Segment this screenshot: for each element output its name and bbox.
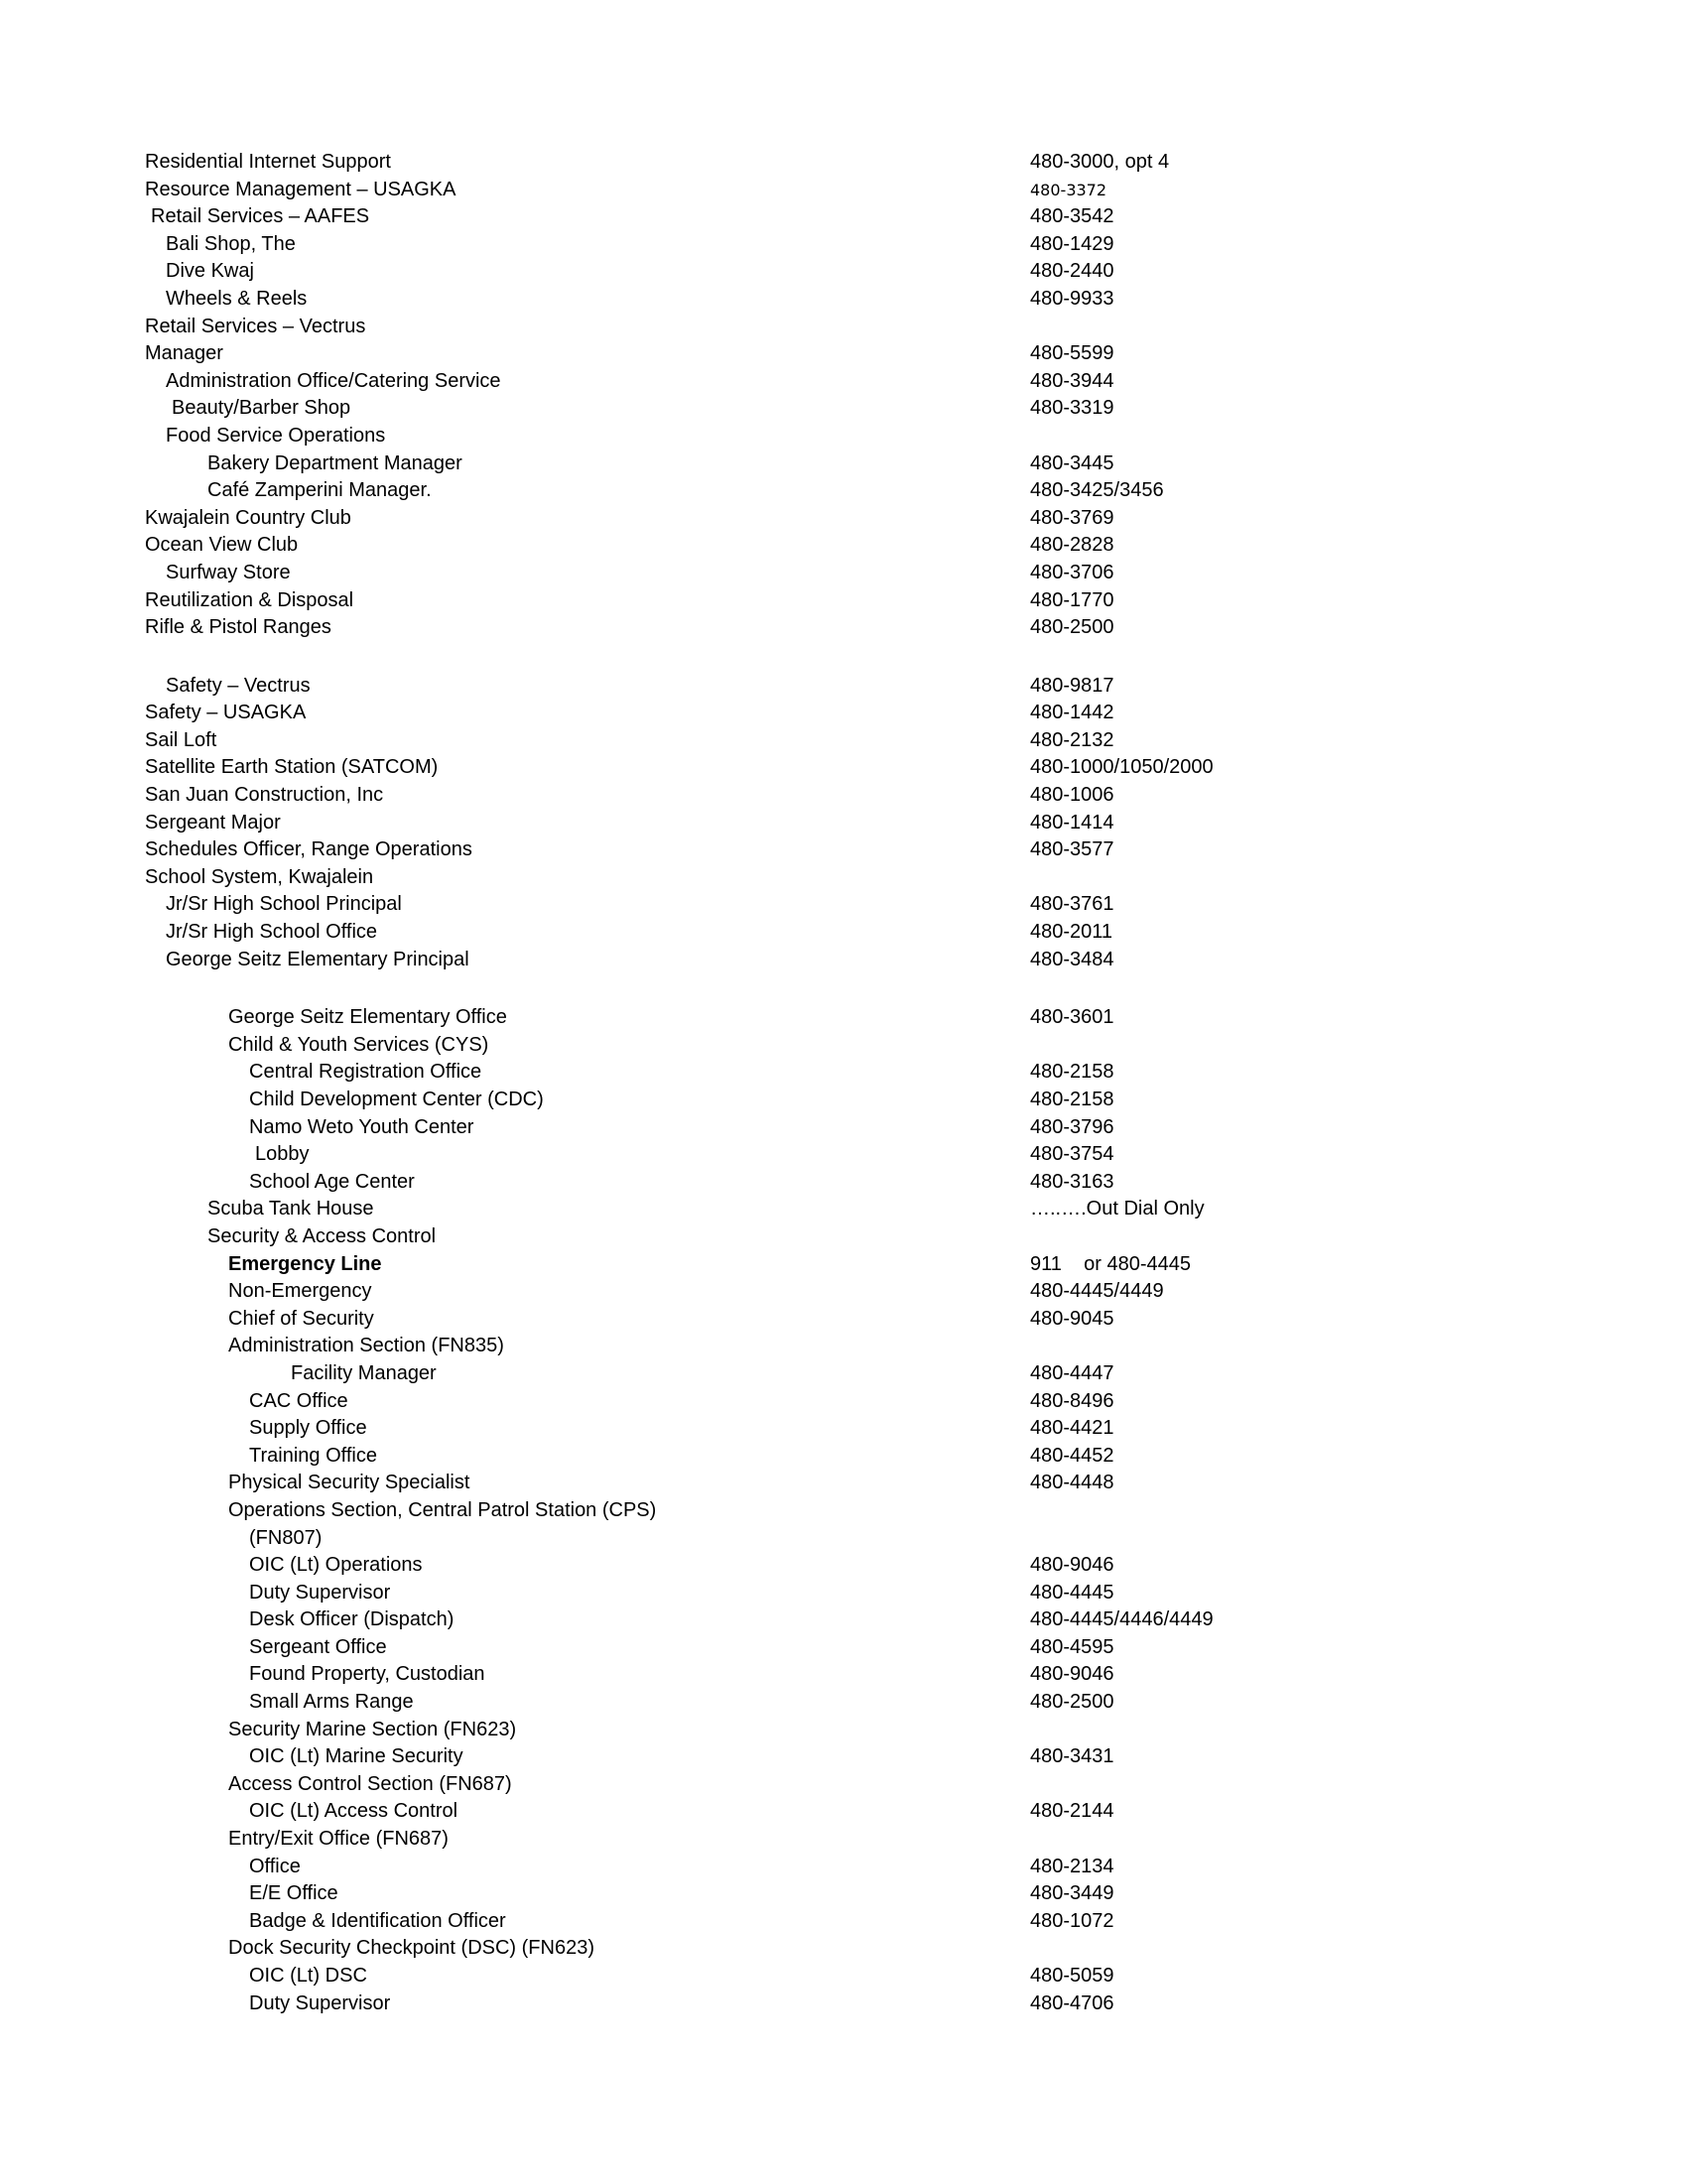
directory-entry [145,423,1336,450]
directory-entry [145,727,1336,755]
entry-name: Desk Officer (Dispatch) [249,1608,454,1631]
entry-name: Security Marine Section (FN623) [228,1718,517,1740]
directory-entry [145,1798,1336,1826]
entry-phone: 480-3319 [1030,397,1114,420]
entry-phone: 480-1414 [1030,811,1114,834]
entry-name: Sergeant Office [249,1635,387,1658]
entry-phone: 480-3484 [1030,948,1114,970]
directory-entry [145,1661,1336,1689]
entry-name: Jr/Sr High School Office [166,921,378,944]
entry-name: Chief of Security [228,1307,374,1330]
entry-name: Wheels & Reels [166,287,308,310]
entry-name: Dive Kwaj [166,260,254,283]
entry-name: Café Zamperini Manager. [207,479,432,502]
entry-phone: 480-4445/4449 [1030,1280,1164,1303]
entry-phone: 480-1429 [1030,232,1114,255]
entry-name: Retail Services – AAFES [151,205,370,228]
entry-name: Security & Access Control [207,1224,437,1247]
entry-name: Office [249,1855,301,1877]
entry-name: Emergency Line [228,1252,382,1275]
directory-entry [145,1415,1336,1443]
entry-name: E/E Office [249,1882,338,1905]
directory-entry [145,340,1336,368]
directory-entry [145,368,1336,396]
entry-name: Entry/Exit Office (FN687) [228,1828,449,1851]
directory-entry [145,891,1336,919]
entry-name: Found Property, Custodian [249,1663,485,1686]
entry-name: Supply Office [249,1417,367,1440]
entry-name: George Seitz Elementary Office [228,1006,507,1029]
directory-entry [145,1880,1336,1908]
entry-phone: 480-2440 [1030,260,1114,283]
entry-phone: 480-9045 [1030,1307,1114,1330]
directory-entry [145,450,1336,478]
entry-name: Food Service Operations [166,424,386,447]
directory-entry [145,864,1336,892]
directory-entry [145,1854,1336,1881]
entry-phone: 480-5059 [1030,1965,1114,1987]
directory-entry [145,532,1336,560]
entry-name: Scuba Tank House [207,1198,374,1220]
entry-phone: 480-2500 [1030,616,1114,639]
directory-entry [145,1196,1336,1223]
entry-name: CAC Office [249,1389,348,1412]
entry-phone: 480-2158 [1030,1089,1114,1110]
entry-name: Kwajalein Country Club [145,506,351,529]
directory-entry [145,614,1336,642]
entry-name: Satellite Earth Station (SATCOM) [145,756,439,779]
directory-entry [145,286,1336,314]
directory-entry [145,1059,1336,1087]
directory-entry [145,782,1336,810]
entry-phone: 480-9933 [1030,287,1114,310]
entry-phone: 480-4445 [1030,1581,1114,1604]
entry-name: Badge & Identification Officer [249,1909,506,1932]
directory-entry [145,203,1336,231]
directory-entry [145,258,1336,286]
entry-name: Sail Loft [145,728,217,751]
directory-entry [145,1470,1336,1497]
entry-name: School System, Kwajalein [145,865,374,888]
directory-entry [145,700,1336,727]
directory-entry [145,1963,1336,1991]
entry-name: Schedules Officer, Range Operations [145,838,472,861]
directory-entry [145,1606,1336,1634]
entry-phone: 480-3601 [1030,1006,1114,1029]
directory-entry [145,1771,1336,1799]
entry-phone: 480-5599 [1030,342,1114,365]
entry-phone: 480-2500 [1030,1691,1114,1714]
directory-entry [145,560,1336,587]
entry-phone: 480-3445 [1030,451,1114,474]
entry-name: Administration Section (FN835) [228,1335,504,1357]
entry-phone: 480-3944 [1030,369,1114,392]
entry-phone: 480-2158 [1030,1061,1114,1084]
entry-name: Physical Security Specialist [228,1472,470,1494]
entry-name: OIC (Lt) Marine Security [249,1745,463,1768]
directory-entry [145,177,1336,204]
directory-entry [145,810,1336,837]
entry-name: Reutilization & Disposal [145,588,354,611]
entry-phone: 480-4448 [1030,1472,1114,1494]
directory-entry [145,231,1336,259]
entry-phone: 480-3577 [1030,838,1114,861]
entry-name: Namo Weto Youth Center [249,1115,474,1138]
phone-directory-list [145,149,1336,2017]
entry-phone: 480-2011 [1030,921,1113,944]
entry-name: Ocean View Club [145,534,299,557]
directory-entry [145,314,1336,341]
directory-entry [145,1114,1336,1142]
entry-name: Safety – USAGKA [145,702,307,724]
entry-name: Administration Office/Catering Service [166,369,501,392]
directory-entry [145,505,1336,533]
entry-phone: 480-3425/3456 [1030,479,1164,502]
directory-entry [145,1443,1336,1471]
entry-phone: 480-4595 [1030,1635,1114,1658]
directory-entry [145,587,1336,615]
entry-name: OIC (Lt) Access Control [249,1800,458,1823]
directory-entry [145,1141,1336,1169]
entry-name: Sergeant Major [145,811,281,834]
entry-phone: 480-8496 [1030,1389,1114,1412]
directory-entry [145,1388,1336,1416]
entry-phone: 480-1442 [1030,702,1114,724]
entry-name: Safety – Vectrus [166,674,311,697]
entry-name: Duty Supervisor [249,1581,391,1604]
directory-entry [145,1333,1336,1360]
entry-phone: 480-1072 [1030,1909,1114,1932]
entry-phone: 480-3000, opt 4 [1030,151,1170,173]
entry-phone: 480-3449 [1030,1882,1114,1905]
directory-entry [145,1991,1336,2018]
entry-phone: 480-9046 [1030,1554,1114,1577]
entry-phone: 480-9046 [1030,1663,1114,1686]
entry-name: Child & Youth Services (CYS) [228,1033,489,1056]
entry-phone: 480-3431 [1030,1745,1114,1768]
entry-phone: 480-4447 [1030,1361,1114,1384]
directory-entry [145,754,1336,782]
entry-name: Duty Supervisor [249,1991,391,2014]
directory-entry [145,1251,1336,1279]
directory-entry [145,673,1336,701]
directory-entry [145,477,1336,505]
entry-name: Rifle & Pistol Ranges [145,616,331,639]
entry-phone: 480-4452 [1030,1444,1114,1467]
entry-phone: 911 or 480-4445 [1030,1252,1191,1275]
entry-phone: 480-3761 [1030,893,1114,916]
spacer-row [145,973,1336,1004]
directory-entry [145,395,1336,423]
directory-entry [145,1525,1336,1553]
directory-entry [145,1223,1336,1251]
directory-entry [145,1032,1336,1060]
entry-name: Bali Shop, The [166,232,296,255]
directory-entry [145,1743,1336,1771]
entry-phone: …..….Out Dial Only [1030,1198,1205,1220]
entry-name: OIC (Lt) Operations [249,1554,423,1577]
entry-phone: 480-3706 [1030,561,1114,583]
entry-phone: 480-4706 [1030,1991,1114,2014]
entry-name: Resource Management – USAGKA [145,178,456,200]
entry-phone: 480-9817 [1030,674,1114,697]
directory-entry [145,1935,1336,1963]
entry-phone: 480-3769 [1030,506,1114,529]
entry-name: Facility Manager [291,1361,437,1384]
entry-name: Retail Services – Vectrus [145,315,366,337]
entry-name: Surfway Store [166,561,291,583]
entry-phone: 480-1770 [1030,588,1114,611]
entry-phone: 480-3796 [1030,1115,1114,1138]
entry-phone: 480-4421 [1030,1417,1114,1440]
entry-name: Jr/Sr High School Principal [166,893,402,916]
entry-name: Operations Section, Central Patrol Station (CPS) [228,1498,657,1521]
directory-entry [145,1169,1336,1197]
entry-phone: 480-2144 [1030,1800,1114,1823]
entry-name: Lobby [255,1143,310,1166]
entry-name: Bakery Department Manager [207,451,462,474]
entry-name: (FN807) [249,1526,323,1549]
entry-name: OIC (Lt) DSC [249,1965,367,1987]
entry-name: Child Development Center (CDC) [249,1089,544,1110]
entry-name: Manager [145,342,223,365]
entry-phone: 480-3542 [1030,205,1114,228]
entry-phone: 480-2132 [1030,728,1114,751]
entry-name: Small Arms Range [249,1691,414,1714]
directory-entry [145,1087,1336,1114]
entry-phone: 480-3754 [1030,1143,1114,1166]
directory-entry [145,1689,1336,1717]
entry-name: Dock Security Checkpoint (DSC) (FN623) [228,1937,594,1960]
entry-name: Access Control Section (FN687) [228,1772,512,1795]
directory-entry [145,149,1336,177]
entry-name: San Juan Construction, Inc [145,784,384,807]
entry-name: Training Office [249,1444,377,1467]
directory-entry [145,1908,1336,1936]
entry-name: Residential Internet Support [145,151,391,173]
entry-name: Central Registration Office [249,1061,482,1084]
directory-entry [145,1306,1336,1334]
directory-entry [145,947,1336,974]
entry-phone: 480-3372 [1030,180,1107,199]
entry-phone: 480-4445/4446/4449 [1030,1608,1214,1631]
directory-entry [145,1497,1336,1525]
entry-name: George Seitz Elementary Principal [166,948,469,970]
entry-name: Non-Emergency [228,1280,372,1303]
directory-entry [145,836,1336,864]
entry-phone: 480-1000/1050/2000 [1030,756,1214,779]
directory-entry [145,1580,1336,1607]
directory-entry [145,1826,1336,1854]
directory-entry [145,1360,1336,1388]
directory-entry [145,1552,1336,1580]
directory-entry [145,1717,1336,1744]
entry-phone: 480-2134 [1030,1855,1114,1877]
entry-name: School Age Center [249,1170,415,1193]
entry-phone: 480-2828 [1030,534,1114,557]
entry-phone: 480-1006 [1030,784,1114,807]
entry-phone: 480-3163 [1030,1170,1114,1193]
spacer-row [145,642,1336,673]
directory-entry [145,919,1336,947]
directory-entry [145,1634,1336,1662]
entry-name: Beauty/Barber Shop [172,397,351,420]
directory-entry [145,1278,1336,1306]
directory-entry [145,1004,1336,1032]
